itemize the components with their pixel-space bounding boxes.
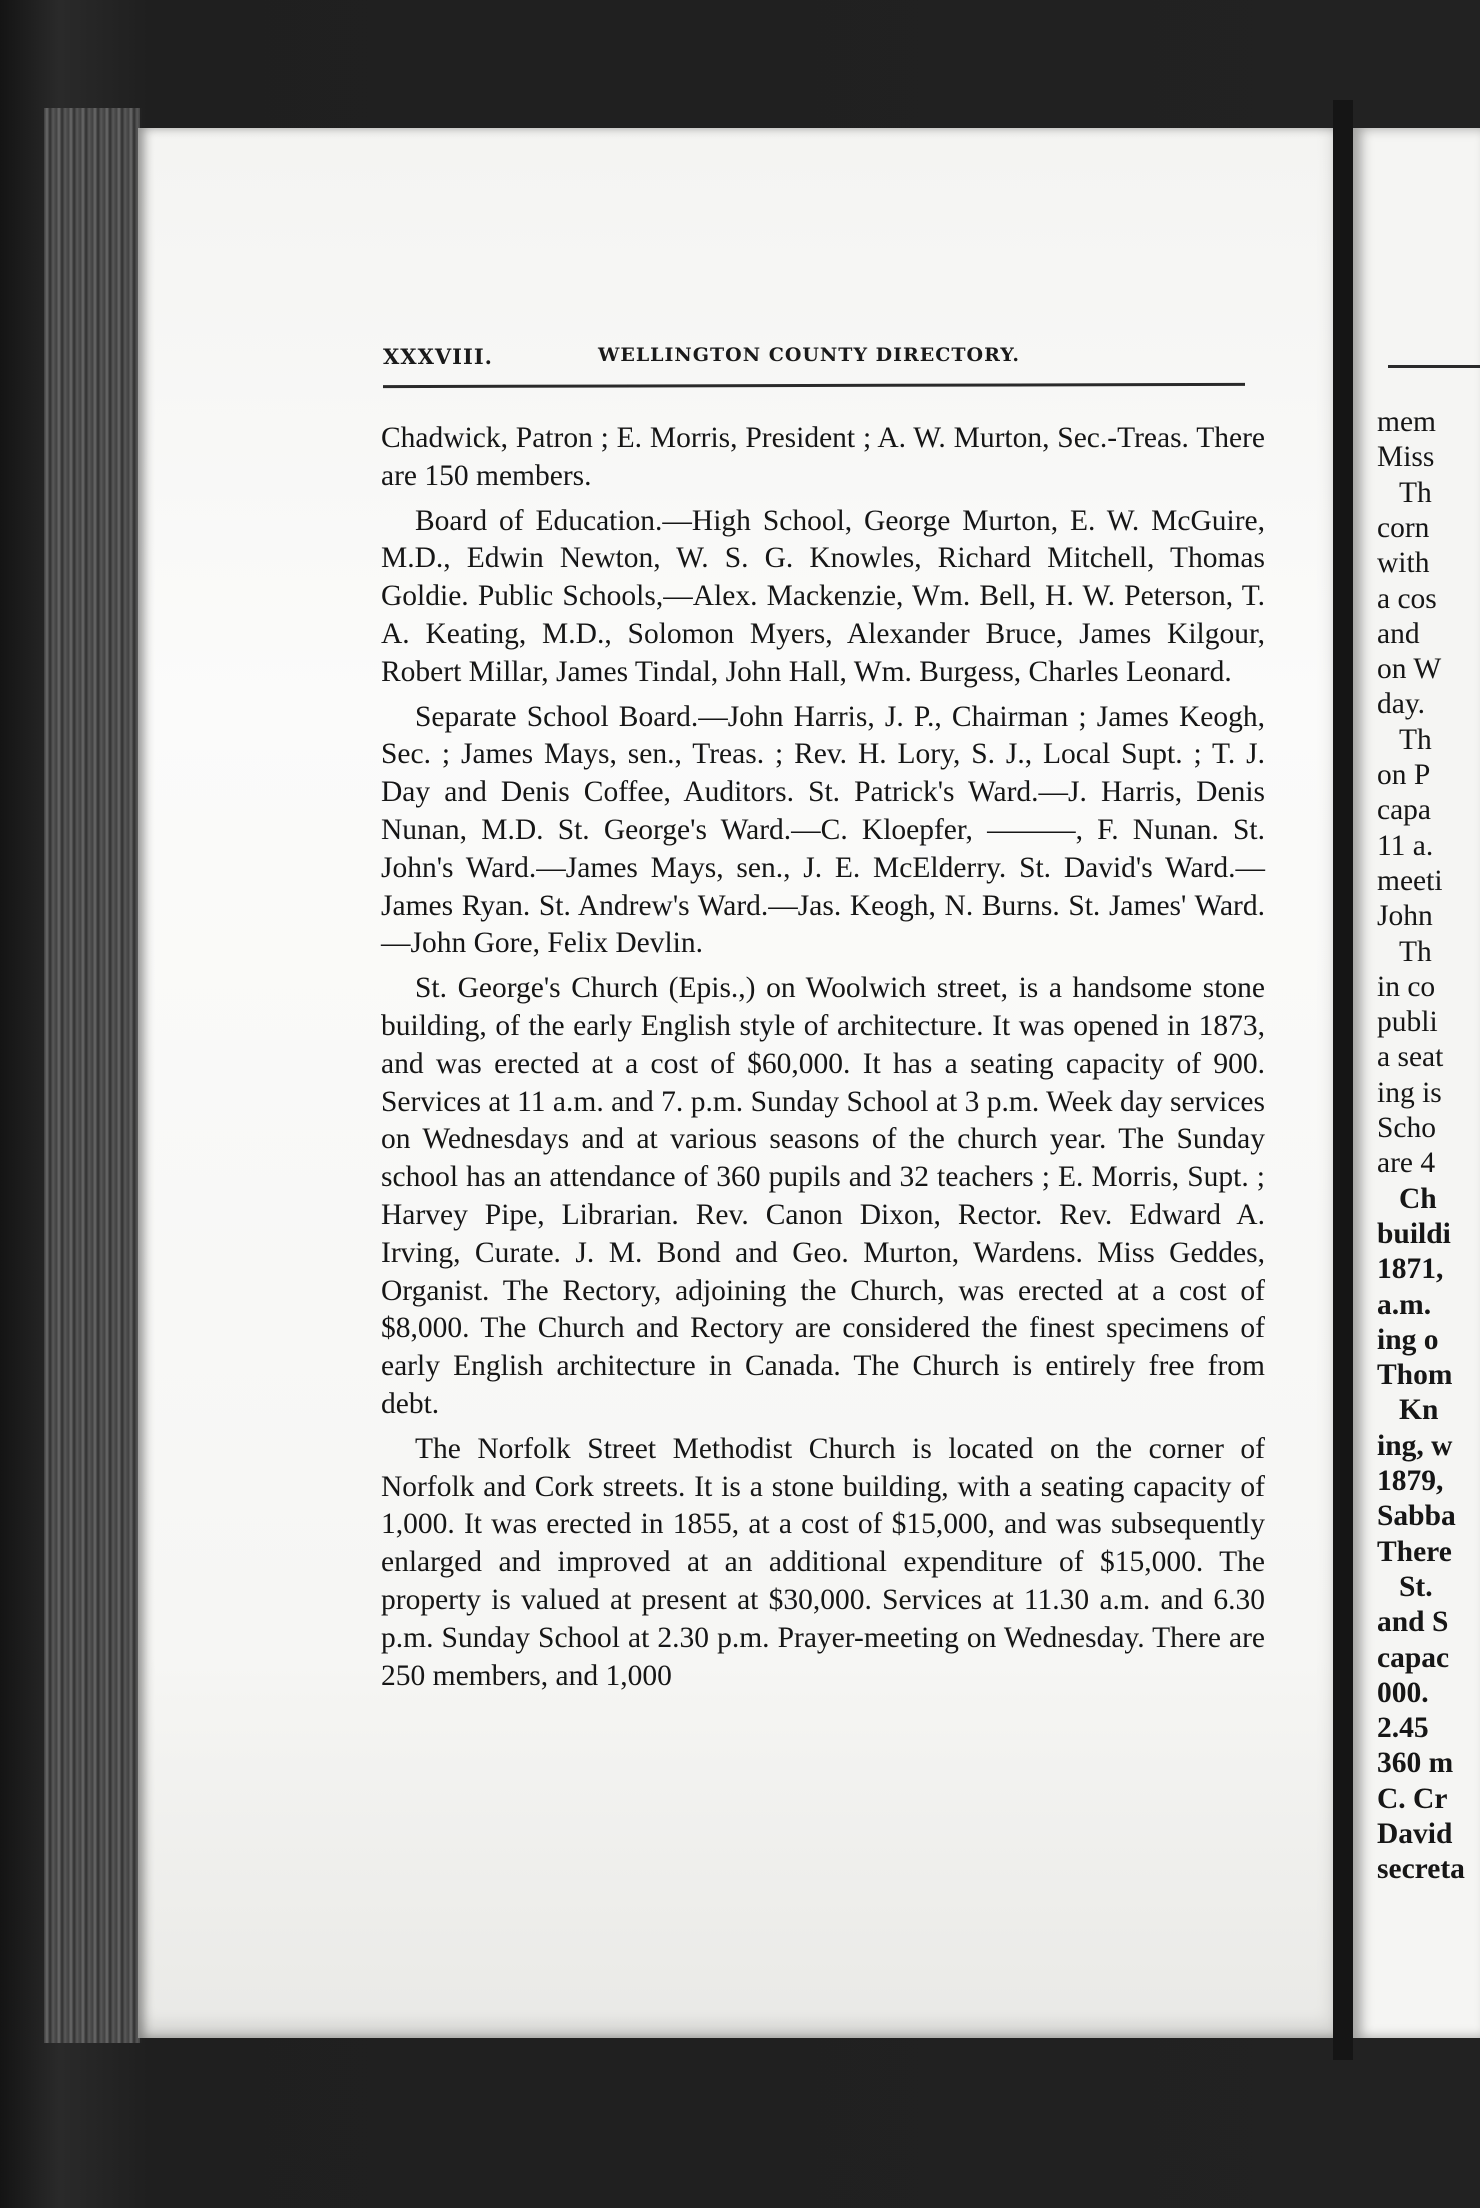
facing-line: capa <box>1377 794 1432 827</box>
facing-line: a.m. <box>1377 1288 1432 1321</box>
facing-line: 360 m <box>1377 1747 1454 1780</box>
paragraph-continued: Chadwick, Patron ; E. Morris, President ; A. W. Murton, Sec.-Treas. There are 150 members. <box>381 422 1265 492</box>
facing-line: Miss <box>1377 441 1435 474</box>
facing-line: 000. <box>1377 1676 1429 1709</box>
facing-line: Scho <box>1377 1112 1436 1144</box>
facing-line: C. Cr <box>1377 1782 1448 1815</box>
facing-line: corn <box>1377 511 1430 544</box>
running-title: WELLINGTON COUNTY DIRECTORY. <box>598 344 1020 366</box>
facing-line: ing, w <box>1377 1429 1453 1462</box>
facing-line: 1879, <box>1377 1465 1444 1497</box>
facing-line: a seat <box>1377 1041 1444 1074</box>
facing-line: Th <box>1399 723 1432 756</box>
facing-line: meeti <box>1377 864 1443 897</box>
paragraph-norfolk-street-methodist: The Norfolk Street Methodist Church is located on the corner of Norfolk and Cork streets. It is a stone building, with a seating capacity of 1,000. It was erected in 1855, at a cost of $15,000, and was subsequently enlarged and improved at an additional expenditure of $15,000. The property is valued at present at $30,000. Services at 11.30 a.m. and 6.30 p.m. Sunday School at 2.30 p.m. Prayer-meeting on Wednesday. There are 250 members, and 1,000 <box>381 1432 1265 1692</box>
paragraph-board-of-education: Board of Education.—High School, George Murton, E. W. McGuire, M.D., Edwin Newton, W. S. G. Knowles, Richard Mitchell, Thomas Goldie. Public Schools,—Alex. Mackenzie, Wm. Bell, H. W. Peterson, T. A. Keating, M.D., Solomon Myers, Alexander Bruce, James Kilgour, Robert Millar, James Tindal, John Hall, Wm. Burgess, Charles Leonard. <box>381 504 1265 688</box>
facing-line: ing is <box>1377 1076 1442 1109</box>
facing-line: with <box>1377 547 1430 580</box>
page-folio: XXXVIII. <box>383 344 493 369</box>
facing-line: ing o <box>1377 1323 1439 1356</box>
facing-line: and <box>1377 617 1420 650</box>
facing-line: 1871, <box>1377 1253 1444 1286</box>
facing-line: a cos <box>1377 582 1437 615</box>
facing-page-fragment <box>1353 128 1480 2038</box>
facing-line: are 4 <box>1377 1147 1436 1180</box>
facing-line: Ch <box>1399 1182 1437 1215</box>
facing-line: Th <box>1399 935 1432 968</box>
facing-line: John <box>1377 900 1433 933</box>
facing-line: Thom <box>1377 1359 1453 1392</box>
page-body <box>381 420 1265 1702</box>
facing-line: 11 a. <box>1377 829 1434 862</box>
facing-line: mem <box>1377 406 1436 438</box>
paragraph-separate-school-board: Separate School Board.—John Harris, J. P., Chairman ; James Keogh, Sec. ; James Mays, sen., Treas. ; Rev. H. Lory, S. J., Local Supt. ; T. J. Day and Denis Coffee, Auditors. St. Patrick's Ward.—J. Harris, Denis Nunan, M.D. St. George's Ward.—C. Kloepfer, ———, F. Nunan. St. John's Ward.—James Mays, sen., J. E. McElderry. St. David's Ward.—James Ryan. St. Andrew's Ward.—Jas. Keogh, N. Burns. St. James' Ward.—John Gore, Felix Devlin. <box>381 700 1265 960</box>
facing-line: and S <box>1377 1606 1449 1639</box>
facing-line: Kn <box>1399 1394 1439 1427</box>
facing-line: day. <box>1377 688 1426 721</box>
facing-line: secreta <box>1377 1853 1465 1886</box>
facing-line: Sabba <box>1377 1500 1456 1533</box>
facing-line: on W <box>1377 653 1442 686</box>
book-gutter <box>1333 100 1353 2060</box>
facing-line: publi <box>1377 1006 1438 1039</box>
facing-line: Th <box>1399 476 1432 509</box>
facing-line: 2.45 <box>1377 1712 1429 1745</box>
facing-line: buildi <box>1377 1217 1451 1250</box>
facing-header-rule <box>1388 365 1480 368</box>
paragraph-st-georges-church: St. George's Church (Epis.,) on Woolwich street, is a handsome stone building, of the early English style of architecture. It was opened in 1873, and was erected at a cost of $60,000. It has a seating capacity of 900. Services at 11 a.m. and 7. p.m. Sunday School at 3 p.m. Week day services on Wednesdays and at various seasons of the church year. The Sunday school has an attendance of 360 pupils and 32 teachers ; E. Morris, Supt. ; Harvey Pipe, Librarian. Rev. Canon Dixon, Rector. Rev. Edward A. Irving, Curate. J. M. Bond and Geo. Murton, Wardens. Miss Geddes, Organist. The Rectory, adjoining the Church, was erected at a cost of $8,000. The Church and Rectory are considered the finest specimens of early English architecture in Canada. The Church is entirely free from debt. <box>381 972 1265 1420</box>
running-head <box>383 344 1241 374</box>
facing-line: St. <box>1399 1570 1433 1603</box>
facing-line: David <box>1377 1818 1453 1850</box>
facing-line: capac <box>1377 1641 1450 1674</box>
facing-line: There <box>1377 1535 1452 1568</box>
facing-line: on P <box>1377 759 1431 791</box>
facing-line: in co <box>1377 970 1436 1003</box>
book-page-edges <box>44 108 142 2043</box>
